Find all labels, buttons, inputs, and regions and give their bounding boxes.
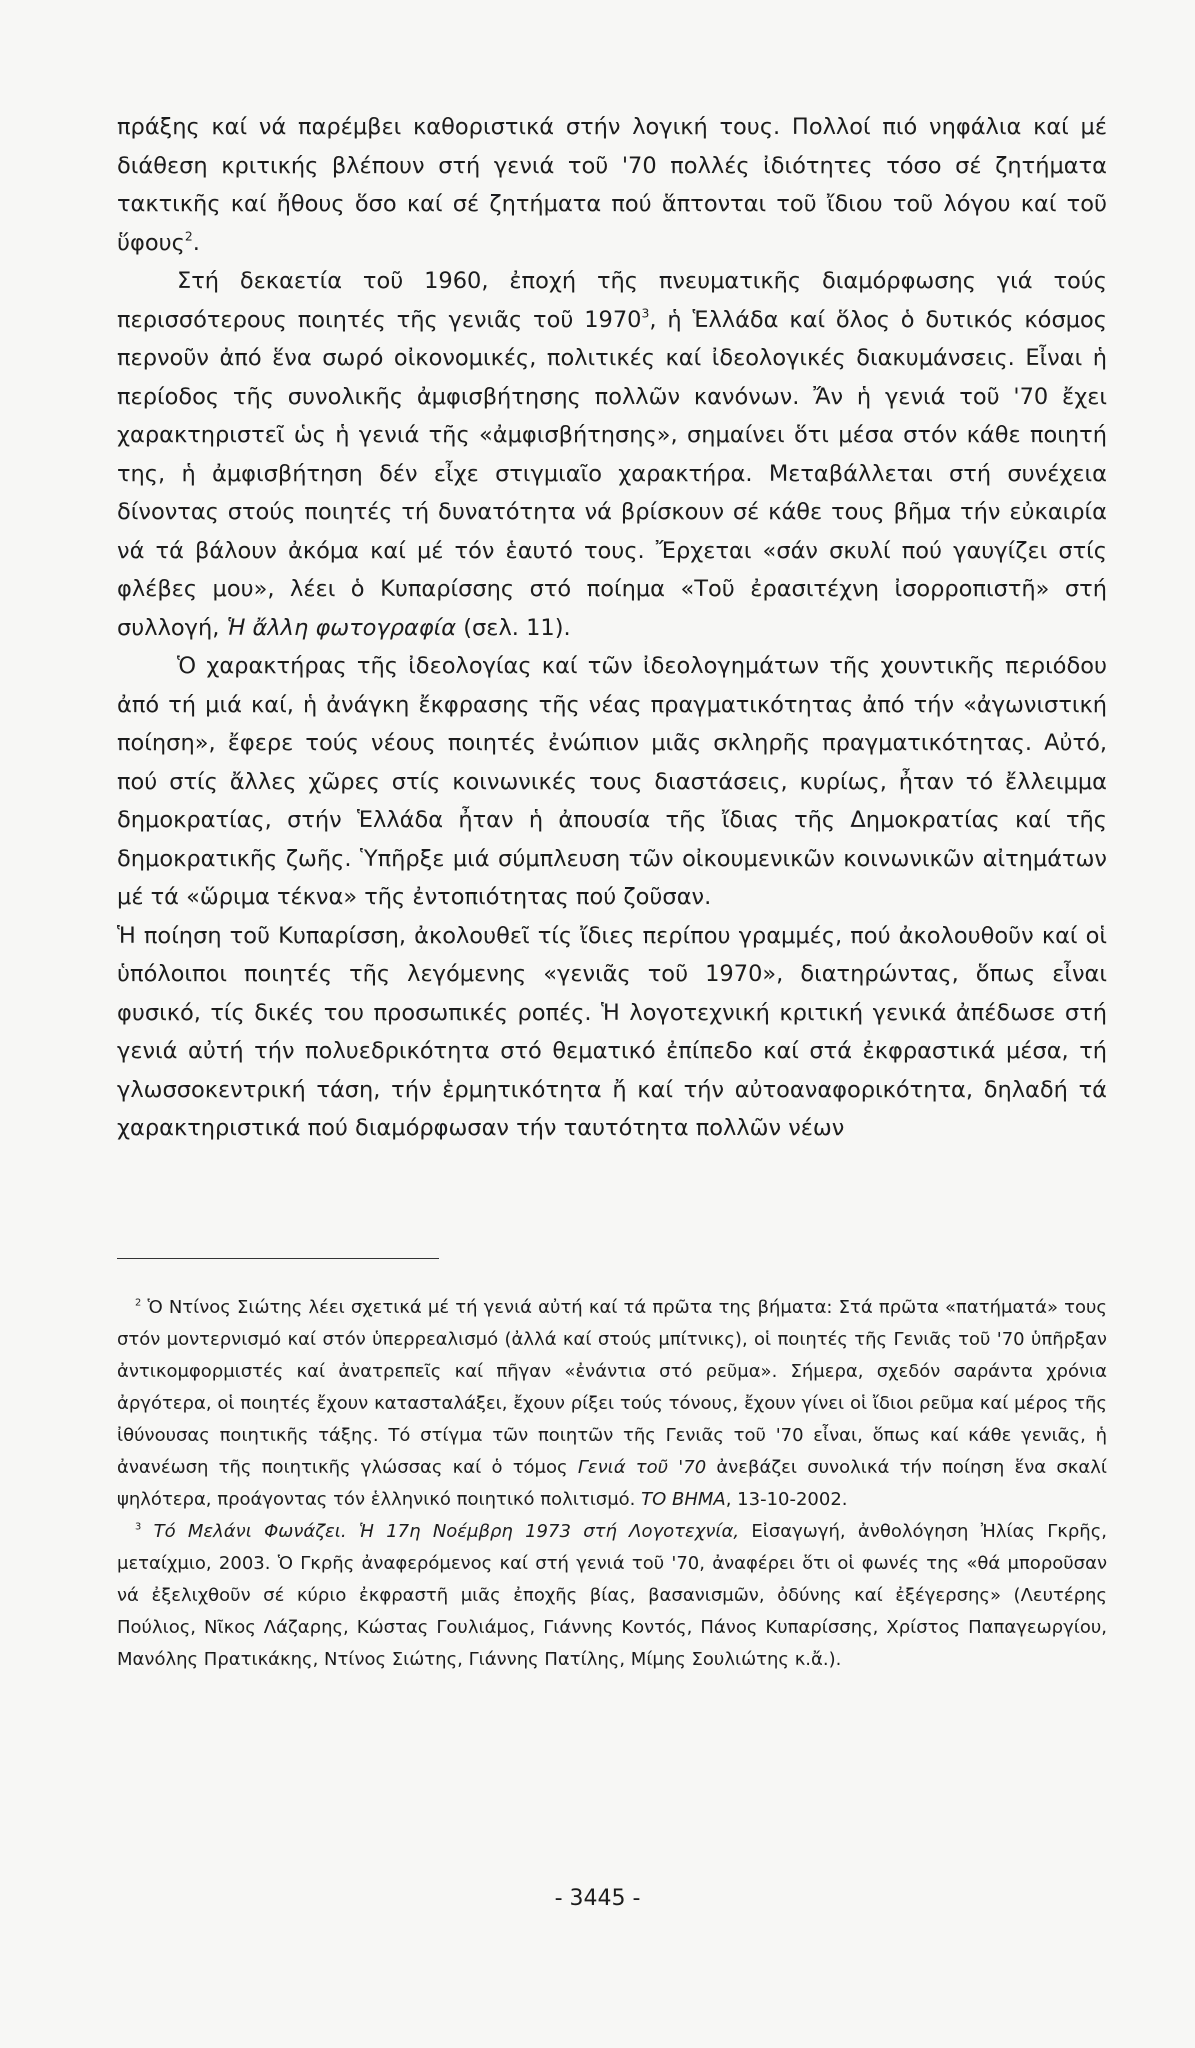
main-text — [117, 108, 1107, 1148]
paragraph-2-text-b: , ἡ Ἑλλάδα καί ὅλος ὁ δυτικός κόσμος περνοῦν ἀπό ἕνα σωρό οἰκονομικές, πολιτικές καί ἰδεολογικές διακυμάνσεις. Εἶναι ἡ περίοδος τῆς συνολικῆς ἀμφισβήτησης πολλῶν κανόνων. Ἄν ἡ γενιά τοῦ '70 ἔχει χαρακτηριστεῖ ὡς ἡ γενιά τῆς «ἀμφισβήτησης», σημαίνει ὅτι μέσα στόν κάθε ποιητή της, ἡ ἀμφισβήτηση δέν εἶχε στιγμιαῖο χαρακτήρα. Μεταβάλλεται στή συνέχεια δίνοντας στούς ποιητές τή δυνατότητα νά βρίσκουν σέ κάθε τους βῆμα τήν εὐκαιρία νά τά βάλουν ἀκόμα καί μέ τόν ἑαυτό τους. Ἔρχεται «σάν σκυλί πού γαυγίζει στίς φλέβες μου», λέει ὁ Κυπαρίσσης στό ποίημα «Τοῦ ἐρασιτέχνη ἰσορροπιστῆ» στή συλλογή, — [117, 306, 1107, 641]
book-title: Ἡ ἄλλη φωτογραφία — [226, 614, 457, 641]
footnote-2-text-a: Ὁ Ντίνος Σιώτης λέει σχετικά μέ τή γενιά αὐτή καί τά πρῶτα της βήματα: Στά πρῶτα «πατήματά» τους στόν μοντερνισμό καί στόν ὑπερρεαλισμό (ἀλλά καί στούς μπίτνικς), οἱ ποιητές τῆς Γενιᾶς τοῦ '70 ὑπῆρξαν ἀντικομφορμιστές καί ἀνατρεπεῖς καί πῆγαν «ἐνάντια στό ρεῦμα». Σήμερα, σχεδόν σαράντα χρόνια ἀργότερα, οἱ ποιητές ἔχουν κατασταλάξει, ἔχουν ρίξει τούς τόνους, ἔχουν γίνει οἱ ἴδιοι ρεῦμα καί μέρος τῆς ἰθύνουσας ποιητικῆς τάξης. Τό στίγμα τῶν ποιητῶν τῆς Γενιᾶς τοῦ '70 εἶναι, ὅπως καί κάθε γενιᾶς, ἡ ἀνανέωση τῆς ποιητικῆς γλώσσας καί ὁ τόμος — [117, 1297, 1107, 1478]
paragraph-4: Ἡ ποίηση τοῦ Κυπαρίσση, ἀκολουθεῖ τίς ἴδιες περίπου γραμμές, πού ἀκολουθοῦν καί οἱ ὑπόλοιποι ποιητές τῆς λεγόμενης «γενιᾶς τοῦ 1970», διατηρώντας, ὅπως εἶναι φυσικό, τίς δικές του προσωπικές ροπές. Ἡ λογοτεχνική κριτική γενικά ἀπέδωσε στή γενιά αὐτή τήν πολυεδρικότητα στό θεματικό ἐπίπεδο καί στά ἐκφραστικά μέσα, τή γλωσσοκεντρική τάση, τήν ἑρμητικότητα ἤ καί τήν αὐτοαναφορικότητα, δηλαδή τά χαρακτηριστικά πού διαμόρφωσαν τήν ταυτότητα πολλῶν νέων — [117, 922, 1107, 1141]
footnote-3-text: Εἰσαγωγή, ἀνθολόγηση Ἠλίας Γκρῆς, μεταίχμιο, 2003. Ὁ Γκρῆς ἀναφερόμενος καί στή γενιά τοῦ '70, ἀναφέρει ὅτι οἱ φωνές της «θά μποροῦσαν νά ἐξελιχθοῦν σέ κύριο ἐκφραστῆ μιᾶς ἐποχῆς βίας, βασανισμῶν, ὀδύνης καί ἐξέγερσης» (Λευτέρης Πούλιος, Νῖκος Λάζαρης, Κώστας Γουλιάμος, Γιάννης Κοντός, Πάνος Κυπαρίσσης, Χρίστος Παπαγεωργίου, Μανόλης Πρατικάκης, Ντίνος Σιώτης, Γιάννης Πατίλης, Μίμης Σουλιώτης κ.ἄ.). — [117, 1521, 1107, 1670]
paragraph-2-text-a: Στή δεκαετία τοῦ 1960, ἐποχή τῆς πνευματικῆς διαμόρφωσης γιά τούς περισσότερους ποιητές τῆς γενιᾶς τοῦ 1970 — [117, 268, 1107, 333]
footnote-ref-3: 3 — [641, 306, 650, 321]
footnote-2 — [117, 1292, 1107, 1516]
footnote-2-text-b: ἀνεβάζει συνολικά τήν ποίηση ἕνα σκαλί ψηλότερα, προάγοντας τόν ἑλληνικό ποιητικό πολιτισμό. — [117, 1457, 1107, 1510]
footnote-2-date: , 13-10-2002. — [725, 1489, 848, 1510]
footnote-2-number: 2 — [135, 1297, 142, 1309]
footnote-2-source: ΤΟ ΒΗΜΑ — [641, 1489, 726, 1510]
paragraph-1-text: πράξης καί νά παρέμβει καθοριστικά στήν λογική τους. Πολλοί πιό νηφάλια καί μέ διάθεση κριτικής βλέπουν στή γενιά τοῦ '70 πολλές ἰδιότητες τόσο σέ ζητήματα τακτικῆς καί ἤθους ὅσο καί σέ ζητήματα πού ἅπτονται τοῦ ἴδιου τοῦ λόγου καί τοῦ ὕφους — [117, 114, 1107, 256]
footnote-2-book-title: Γενιά τοῦ '70 — [577, 1457, 707, 1478]
footnote-3-book-title: Τό Μελάνι Φωνάζει. Ἡ 17η Νοέμβρη 1973 στή Λογοτεχνία, — [141, 1521, 740, 1542]
footnotes — [117, 1292, 1107, 1676]
paragraph-1-end: . — [192, 229, 200, 256]
page-number: - 3445 - — [554, 1886, 641, 1911]
footnote-3 — [117, 1516, 1107, 1676]
paragraph-3: Ὁ χαρακτήρας τῆς ἰδεολογίας καί τῶν ἰδεολογημάτων τῆς χουντικῆς περιόδου ἀπό τή μιά καί, ἡ ἀνάγκη ἔκφρασης τῆς νέας πραγματικότητας ἀπό τήν «ἀγωνιστική ποίηση», ἔφερε τούς νέους ποιητές ἐνώπιον μιᾶς σκληρῆς πραγματικότητας. Αὐτό, πού στίς ἄλλες χῶρες στίς κοινωνικές τους διαστάσεις, κυρίως, ἦταν τό ἔλλειμμα δημοκρατίας, στήν Ἑλλάδα ἦταν ἡ ἀπουσία τῆς ἴδιας τῆς Δημοκρατίας καί τῆς δημοκρατικῆς ζωῆς. Ὑπῆρξε μιά σύμπλευση τῶν οἰκουμενικῶν κοινωνικῶν αἰτημάτων μέ τά «ὥριμα τέκνα» τῆς ἐντοπιότητας πού ζοῦσαν. — [117, 653, 1107, 910]
paragraph-2-text-c: (σελ. 11). — [456, 614, 571, 641]
footnote-ref-2: 2 — [184, 229, 193, 244]
paragraph-2 — [117, 262, 1107, 647]
footnote-divider — [117, 1258, 439, 1259]
footnote-3-number: 3 — [135, 1521, 142, 1533]
paragraph-1 — [117, 108, 1107, 262]
